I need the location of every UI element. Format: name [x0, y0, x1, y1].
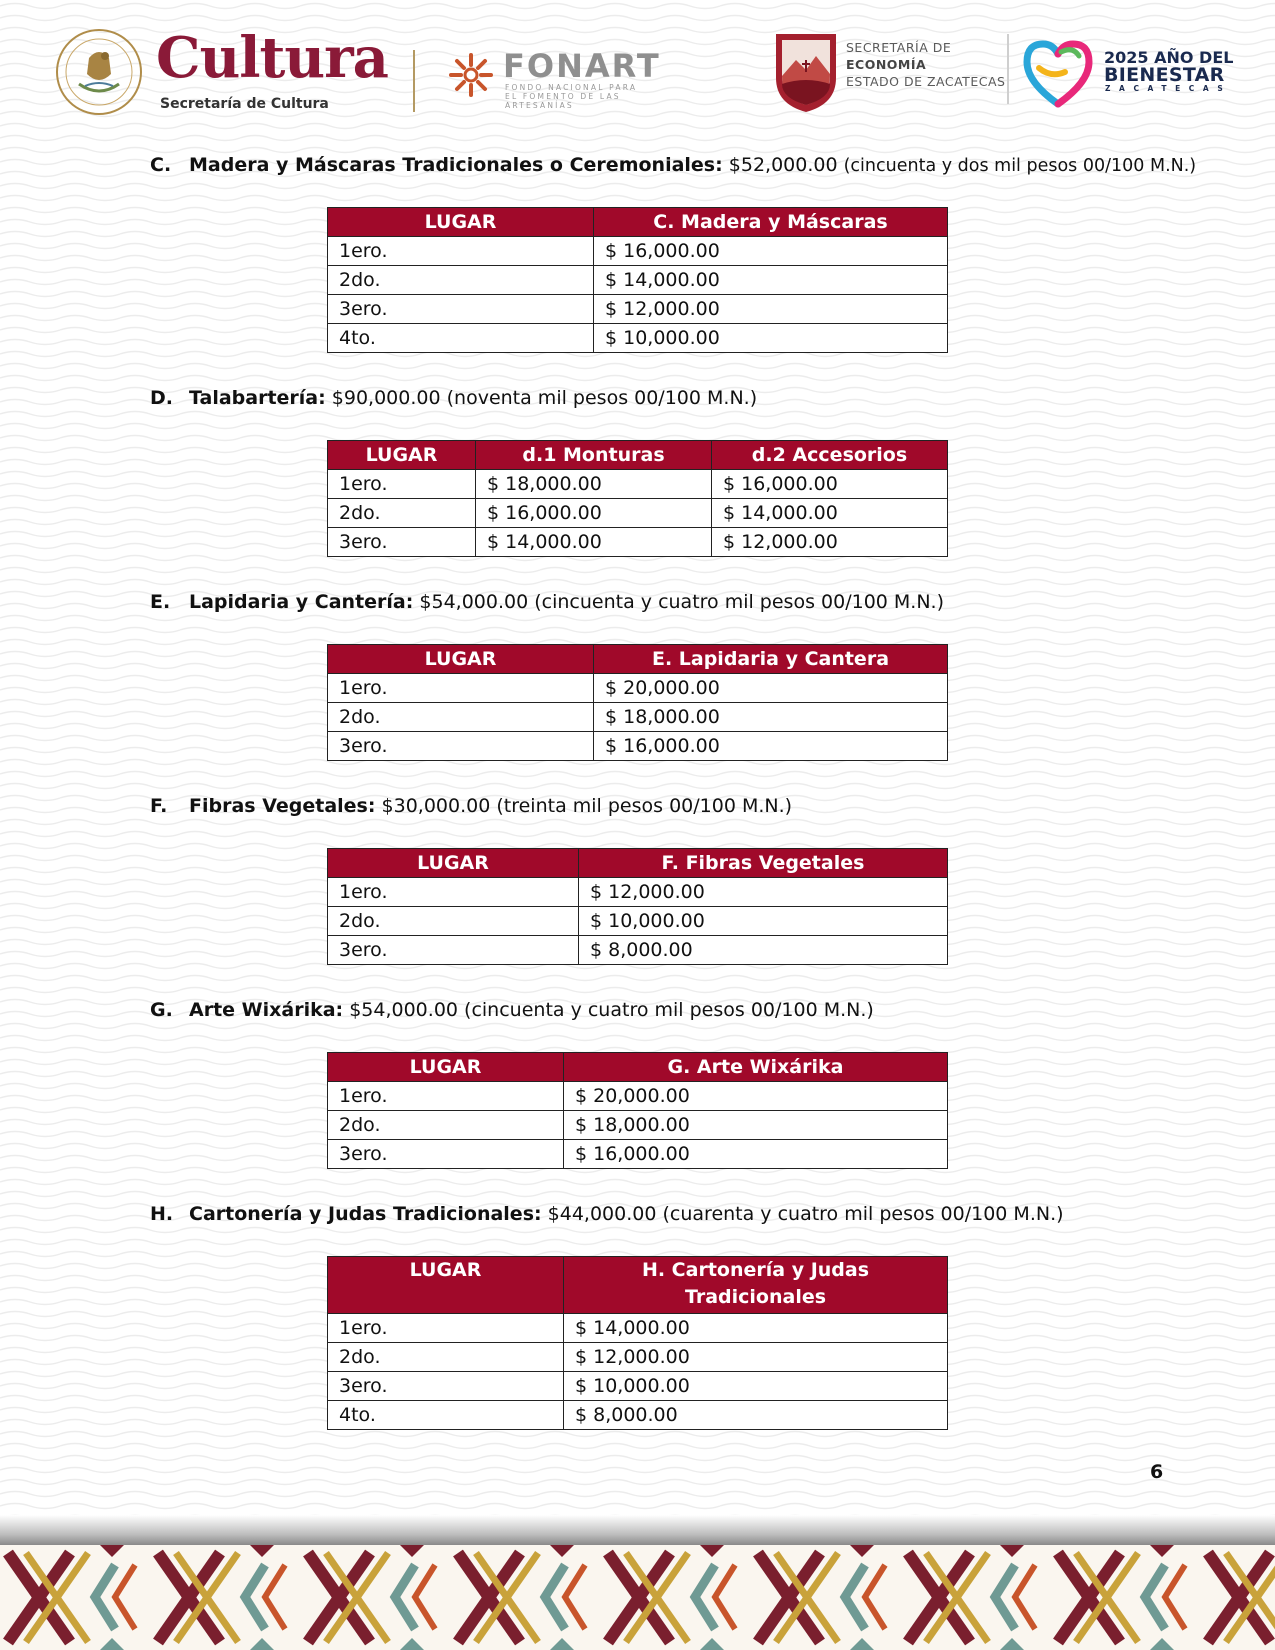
- table-header-row: [328, 208, 948, 237]
- page-number: 6: [1150, 1461, 1164, 1483]
- cultura-logo-text: Cultura: [156, 25, 388, 91]
- prize-cell: $ 16,000.00: [712, 470, 948, 499]
- place-cell: 1ero.: [328, 1082, 564, 1111]
- table-header-row: [328, 849, 948, 878]
- section-e-heading: [150, 589, 944, 615]
- section-amount: $90,000.00: [331, 387, 441, 409]
- prize-table-d: [327, 440, 948, 557]
- header-cell: LUGAR: [328, 208, 594, 237]
- prize-table-e: [327, 644, 948, 761]
- table-row: [328, 324, 948, 353]
- table-row: [328, 1111, 948, 1140]
- place-cell: 4to.: [328, 324, 594, 353]
- section-letter: H.: [150, 1203, 174, 1225]
- section-letter: F.: [150, 795, 168, 817]
- prize-cell: $ 20,000.00: [564, 1082, 948, 1111]
- table-row: [328, 936, 948, 965]
- prize-table-g: [327, 1052, 948, 1169]
- table-row: [328, 1140, 948, 1169]
- eco-line3: ESTADO DE ZACATECAS: [846, 74, 1006, 89]
- prize-cell: $ 14,000.00: [476, 528, 712, 557]
- section-title: Arte Wixárika:: [189, 999, 344, 1021]
- place-cell: 1ero.: [328, 878, 579, 907]
- fonart-logo-text: FONART: [503, 47, 661, 85]
- page-header: [0, 0, 1275, 130]
- table-header-row: [328, 1053, 948, 1082]
- prize-cell: $ 20,000.00: [594, 674, 948, 703]
- place-cell: 2do.: [328, 499, 476, 528]
- table-row: [328, 470, 948, 499]
- table-row: [328, 1372, 948, 1401]
- section-h-heading: [150, 1201, 1064, 1227]
- section-g-heading: [150, 997, 874, 1023]
- place-cell: 2do.: [328, 1343, 564, 1372]
- section-letter: E.: [150, 591, 171, 613]
- place-cell: 1ero.: [328, 674, 594, 703]
- header-cell: LUGAR: [328, 645, 594, 674]
- header-cell: LUGAR: [328, 849, 579, 878]
- place-cell: 4to.: [328, 1401, 564, 1430]
- header-cell: C. Madera y Máscaras: [594, 208, 948, 237]
- section-amount: $54,000.00: [419, 591, 529, 613]
- prize-table-f: [327, 848, 948, 965]
- prize-cell: $ 14,000.00: [594, 266, 948, 295]
- prize-cell: $ 10,000.00: [594, 324, 948, 353]
- prize-cell: $ 8,000.00: [579, 936, 948, 965]
- prize-cell: $ 14,000.00: [564, 1314, 948, 1343]
- section-amount-words: (cincuenta y dos mil pesos 00/100 M.N.): [843, 156, 1197, 176]
- footer-pattern: [0, 1545, 1275, 1650]
- fonart-subtitle: FONDO NACIONAL PARA EL FOMENTO DE LAS ARTESANÍAS: [505, 83, 638, 110]
- cultura-subtitle: Secretaría de Cultura: [160, 96, 329, 112]
- header-cell: d.2 Accesorios: [712, 441, 948, 470]
- place-cell: 2do.: [328, 703, 594, 732]
- header-cell: E. Lapidaria y Cantera: [594, 645, 948, 674]
- table-row: [328, 1401, 948, 1430]
- table-row: [328, 674, 948, 703]
- prize-cell: $ 10,000.00: [579, 907, 948, 936]
- fonart-sun-icon: [448, 52, 494, 98]
- bienestar-word: BIENESTAR: [1104, 64, 1225, 86]
- header-cell: d.1 Monturas: [476, 441, 712, 470]
- prize-cell: $ 8,000.00: [564, 1401, 948, 1430]
- place-cell: 1ero.: [328, 1314, 564, 1343]
- economia-shield-logo: [772, 30, 840, 114]
- table-row: [328, 1343, 948, 1372]
- eco-line1: SECRETARÍA DE: [846, 40, 952, 55]
- place-cell: 3ero.: [328, 732, 594, 761]
- prize-cell: $ 16,000.00: [594, 237, 948, 266]
- section-amount-words: (cincuenta y cuatro mil pesos 00/100 M.N.): [464, 999, 874, 1021]
- place-cell: 2do.: [328, 907, 579, 936]
- prize-cell: $ 12,000.00: [594, 295, 948, 324]
- place-cell: 3ero.: [328, 1140, 564, 1169]
- header-cell: F. Fibras Vegetales: [579, 849, 948, 878]
- section-amount: $52,000.00: [728, 154, 838, 176]
- table-row: [328, 295, 948, 324]
- section-amount: $54,000.00: [349, 999, 458, 1021]
- section-title: Lapidaria y Cantería:: [189, 591, 414, 613]
- section-title: Talabartería:: [189, 387, 326, 409]
- prize-cell: $ 16,000.00: [594, 732, 948, 761]
- section-amount-words: (noventa mil pesos 00/100 M.N.): [446, 387, 758, 409]
- divider: [413, 50, 415, 112]
- section-f-heading: [150, 793, 792, 819]
- place-cell: 2do.: [328, 1111, 564, 1140]
- prize-cell: $ 18,000.00: [594, 703, 948, 732]
- prize-table-c: [327, 207, 948, 353]
- prize-cell: $ 14,000.00: [712, 499, 948, 528]
- prize-cell: $ 12,000.00: [579, 878, 948, 907]
- table-row: [328, 878, 948, 907]
- table-row: [328, 237, 948, 266]
- header-cell: LUGAR: [328, 1053, 564, 1082]
- table-header-row: [328, 645, 948, 674]
- section-amount: $44,000.00: [547, 1203, 657, 1225]
- footer-shadow: [0, 1515, 1275, 1545]
- section-amount: $30,000.00: [381, 795, 491, 817]
- section-d-heading: [150, 385, 757, 411]
- bienestar-year: 2025 AÑO DEL: [1104, 48, 1234, 67]
- place-cell: 3ero.: [328, 1372, 564, 1401]
- prize-cell: $ 16,000.00: [476, 499, 712, 528]
- prize-cell: $ 12,000.00: [564, 1343, 948, 1372]
- eco-line2: ECONOMÍA: [846, 57, 927, 72]
- place-cell: 3ero.: [328, 528, 476, 557]
- table-row: [328, 907, 948, 936]
- section-amount-words: (cuarenta y cuatro mil pesos 00/100 M.N.): [662, 1203, 1064, 1225]
- table-row: [328, 703, 948, 732]
- table-row: [328, 528, 948, 557]
- prize-cell: $ 16,000.00: [564, 1140, 948, 1169]
- section-amount-words: (cincuenta y cuatro mil pesos 00/100 M.N.): [534, 591, 945, 613]
- section-title: Madera y Máscaras Tradicionales o Ceremoniales:: [189, 154, 723, 176]
- prize-cell: $ 18,000.00: [476, 470, 712, 499]
- table-header-row: [328, 441, 948, 470]
- prize-cell: $ 12,000.00: [712, 528, 948, 557]
- header-cell: LUGAR: [328, 441, 476, 470]
- place-cell: 2do.: [328, 266, 594, 295]
- section-letter: G.: [150, 999, 173, 1021]
- header-cell: H. Cartonería y Judas Tradicionales: [564, 1257, 948, 1314]
- header-cell: LUGAR: [328, 1257, 564, 1314]
- table-row: [328, 1314, 948, 1343]
- bienestar-heart-logo: [1021, 38, 1095, 108]
- mexico-seal-logo: [55, 28, 143, 116]
- section-title: Cartonería y Judas Tradicionales:: [189, 1203, 542, 1225]
- table-header-row: [328, 1257, 948, 1314]
- section-c-heading: [150, 152, 1196, 179]
- place-cell: 1ero.: [328, 470, 476, 499]
- prize-table-h: [327, 1256, 948, 1430]
- table-row: [328, 499, 948, 528]
- table-row: [328, 732, 948, 761]
- header-cell: G. Arte Wixárika: [564, 1053, 948, 1082]
- economia-text: [846, 39, 1005, 90]
- divider: [1007, 34, 1009, 104]
- table-row: [328, 266, 948, 295]
- section-letter: C.: [150, 154, 172, 176]
- prize-cell: $ 18,000.00: [564, 1111, 948, 1140]
- prize-cell: $ 10,000.00: [564, 1372, 948, 1401]
- bienestar-zacatecas: ZACATECAS: [1105, 84, 1232, 93]
- section-title: Fibras Vegetales:: [189, 795, 376, 817]
- place-cell: 3ero.: [328, 936, 579, 965]
- place-cell: 1ero.: [328, 237, 594, 266]
- table-row: [328, 1082, 948, 1111]
- section-amount-words: (treinta mil pesos 00/100 M.N.): [496, 795, 793, 817]
- place-cell: 3ero.: [328, 295, 594, 324]
- section-letter: D.: [150, 387, 173, 409]
